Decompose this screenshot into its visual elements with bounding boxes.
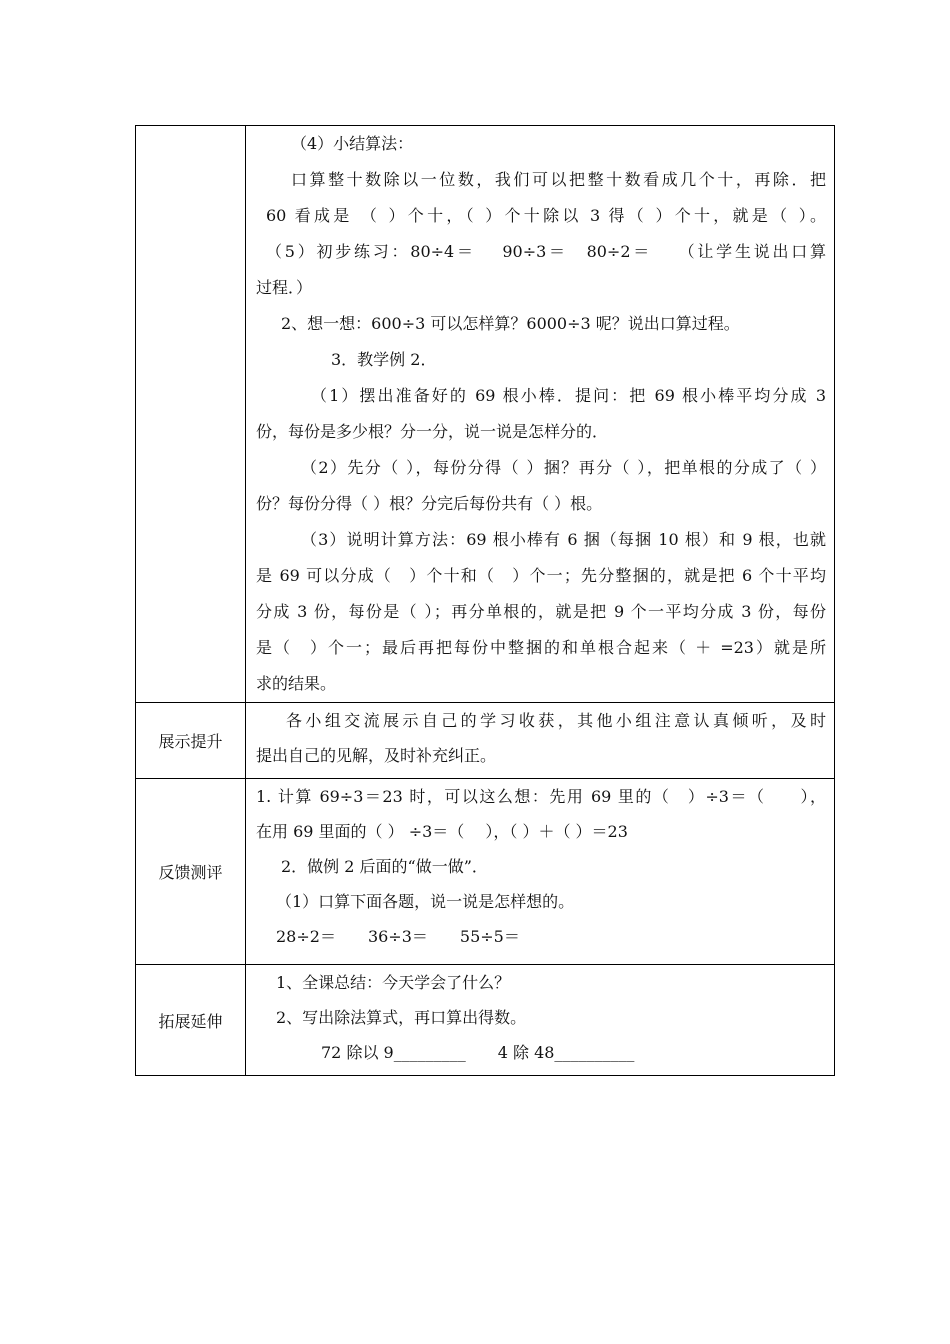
- text-line: 是（ ）个一；最后再把每份中整捆的和单根合起来（ ＋ =23）就是所: [256, 638, 826, 657]
- text-line: （3）说明计算方法：69 根小棒有 6 捆（每捆 10 根）和 9 根，也就: [301, 530, 826, 549]
- row-content: [246, 703, 835, 779]
- text-line: 过程．）: [256, 278, 313, 297]
- text-line: 1. 计算 69÷3＝23 时，可以这么想：先用 69 里的（ ）÷3＝（ ），: [256, 787, 826, 806]
- text-line: 份，每份是多少根？分一分，说一说是怎样分的．: [256, 422, 609, 441]
- row-label: 展示提升: [136, 703, 246, 779]
- text-line: 72 除以 9_________ 4 除 48__________: [321, 1043, 635, 1062]
- text-line: 3．教学例 2．: [331, 350, 437, 369]
- text-line: （1）口算下面各题，说一说是怎样想的。: [276, 892, 575, 911]
- text-line: 2、写出除法算式，再口算出得数。: [276, 1008, 527, 1027]
- text-line: （1）摆出准备好的 69 根小棒．提问：把 69 根小棒平均分成 3: [311, 386, 826, 405]
- row-label: [136, 126, 246, 703]
- text-line: 份？每份分得（ ）根？分完后每份共有（ ）根。: [256, 494, 603, 513]
- text-line: （5）初步练习：80÷4＝ 90÷3＝ 80÷2＝ （让学生说出口算: [266, 242, 826, 261]
- text-line: 2、想一想：600÷3 可以怎样算？6000÷3 呢？说出口算过程。: [281, 314, 740, 333]
- row-content: [246, 126, 835, 703]
- lesson-plan-table: [135, 125, 835, 1076]
- text-line: 各小组交流展示自己的学习收获，其他小组注意认真倾听，及时: [286, 711, 826, 730]
- row-label: 拓展延伸: [136, 965, 246, 1076]
- text-line: 求的结果。: [256, 674, 337, 693]
- text-line: 是 69 可以分成（ ）个十和（ ）个一；先分整捆的，就是把 6 个十平均: [256, 566, 826, 585]
- text-line: 60 看成是 （ ）个十，（ ）个十除以 3 得（ ）个十，就是（ ）。: [266, 206, 826, 225]
- text-line: 在用 69 里面的（ ） ÷3＝（ ），（ ）＋（ ）＝23: [256, 822, 628, 841]
- text-line: 提出自己的见解，及时补充纠正。: [256, 746, 497, 765]
- text-line: 分成 3 份，每份是（ ）；再分单根的，就是把 9 个一平均分成 3 份，每份: [256, 602, 826, 621]
- row-content: [246, 965, 835, 1076]
- table-row: [136, 703, 835, 779]
- table-row: [136, 965, 835, 1076]
- table-row: [136, 126, 835, 703]
- row-label: 反馈测评: [136, 779, 246, 965]
- text-line: 1、全课总结：今天学会了什么？: [276, 973, 511, 992]
- table-row: [136, 779, 835, 965]
- text-line: 口算整十数除以一位数，我们可以把整十数看成几个十，再除．把: [291, 170, 826, 189]
- text-line: 2．做例 2 后面的“做一做”．: [281, 857, 488, 876]
- text-line: （2）先分（ ），每份分得（ ）捆？再分（ ），把单根的分成了（ ）: [301, 458, 826, 477]
- text-line: （4）小结算法：: [291, 134, 414, 153]
- row-content: [246, 779, 835, 965]
- text-line: 28÷2＝ 36÷3＝ 55÷5＝: [276, 927, 520, 946]
